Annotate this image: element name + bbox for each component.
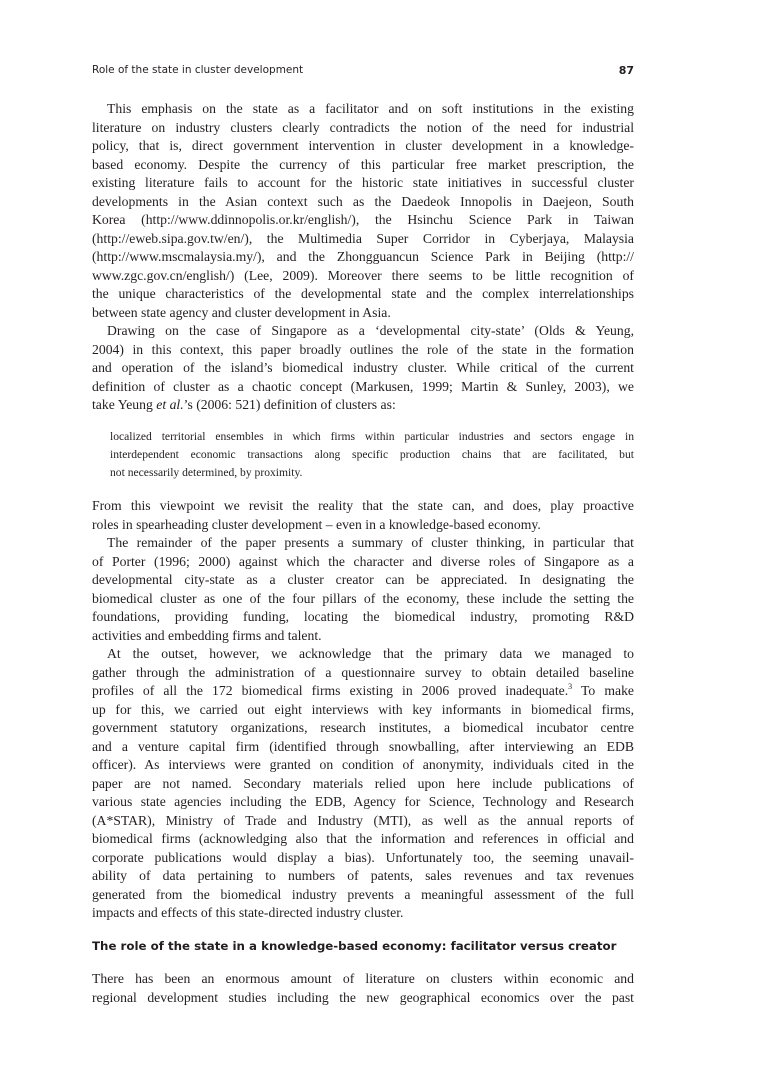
italic-text: et al. [156, 397, 184, 412]
text-line: literature on industry clusters clearly contradicts the notion of the need for industrial [92, 119, 634, 135]
body-text-section-1 [92, 100, 634, 415]
body-text-section-3 [92, 970, 634, 1007]
text-line: up for this, we carried out eight interviews with key informants in biomedical firms, [92, 701, 634, 717]
text-line: interdependent economic transactions along specific production chains that are facilitated, but [110, 448, 634, 461]
text-line: between state agency and cluster development in Asia. [92, 304, 391, 320]
text-line: The remainder of the paper presents a summary of cluster thinking, in particular that [107, 535, 634, 550]
text-line: impacts and effects of this state-directed industry cluster. [92, 905, 404, 920]
text-line: foundations, providing funding, locating the biomedical industry, promoting R&D [92, 609, 634, 624]
text-line: and a venture capital firm (identified through snowballing, after interviewing an EDB [92, 738, 634, 754]
page-number: 87 [618, 64, 634, 77]
text-line: 2004) in this context, this paper broadly outlines the role of the state in the formation [92, 341, 634, 357]
footnote-ref: 3 [568, 682, 573, 691]
text-line: From this viewpoint we revisit the reality that the state can, and does, play proactive [92, 498, 634, 513]
text-line: corporate publications would display a bias). Unfortunately too, the seeming unavail- [92, 849, 634, 865]
text-line: ability of data pertaining to numbers of patents, sales revenues and tax revenues [92, 868, 634, 883]
text-line: not necessarily determined, by proximity. [110, 466, 303, 479]
text-line: officer). As interviews were granted on condition of anonymity, individuals cited in the [92, 757, 634, 772]
text-segment: To make [572, 683, 634, 698]
text-line: localized territorial ensembles in which firms within particular industries and sectors engage in [110, 430, 634, 443]
section-heading: The role of the state in a knowledge-based economy: facilitator versus creator [92, 939, 617, 953]
text-line: (A*STAR), Ministry of Trade and Industry (MTI), as well as the annual reports of [92, 812, 634, 828]
text-line: generated from the biomedical industry prevents a meaningful assessment of the full [92, 886, 634, 902]
text-line: various state agencies including the EDB, Agency for Science, Technology and Research [92, 794, 634, 809]
text-line: government statutory organizations, research institutes, a biomedical incubator centre [92, 720, 634, 735]
text-line: and operation of the island’s biomedical industry cluster. While critical of the current [92, 360, 634, 375]
text-line: policy, that is, direct government intervention in cluster development in a knowledge- [92, 138, 634, 153]
text-line: (http://eweb.sipa.gov.tw/en/), the Multimedia Super Corridor in Cyberjaya, Malaysia [92, 230, 634, 246]
text-line: of Porter (1996; 2000) against which the character and diverse roles of Singapore as a [92, 553, 634, 569]
text-line: Korea (http://www.ddinnopolis.or.kr/english/), the Hsinchu Science Park in Taiwan [92, 212, 634, 227]
text-line: activities and embedding firms and talent. [92, 627, 322, 643]
text-line: This emphasis on the state as a facilitator and on soft institutions in the existing [107, 101, 634, 116]
text-segment: profiles of all the 172 biomedical firms existing in 2006 proved inadequate. [92, 683, 569, 698]
text-line: developmental city-state as a cluster creator can be appreciated. In designating the [92, 572, 634, 587]
text-line: definition of cluster as a chaotic concept (Markusen, 1999; Martin & Sunley, 2003), we [92, 378, 634, 394]
text-line: existing literature fails to account for the historic state initiatives in successful cluster [92, 175, 634, 190]
paragraph [92, 497, 634, 534]
text-line: biomedical firms (acknowledging also that the information and references in official and [92, 831, 634, 846]
text-line: roles in spearheading cluster development – even in a knowledge-based economy. [92, 516, 541, 532]
text-line: based economy. Despite the currency of this particular free market prescription, the [92, 156, 634, 172]
text-line: biomedical cluster as one of the four pillars of the economy, these include the setting the [92, 590, 634, 606]
text-line: Drawing on the case of Singapore as a ‘developmental city-state’ (Olds & Yeung, [107, 323, 634, 338]
paragraph [92, 100, 634, 322]
text-line: At the outset, however, we acknowledge that the primary data we managed to [107, 646, 634, 661]
body-text-section-2 [92, 497, 634, 923]
text-line: developments in the Asian context such as the Daedeok Innopolis in Daejeon, South [92, 193, 634, 209]
text-line [92, 682, 634, 701]
paragraph [92, 645, 634, 923]
text-line: There has been an enormous amount of literature on clusters within economic and [92, 971, 634, 986]
running-head-title: Role of the state in cluster development [92, 64, 304, 76]
text-line: regional development studies including the new geographical economics over the past [92, 989, 634, 1005]
paragraph [92, 322, 634, 415]
text-segment: ’s (2006: 521) definition of clusters as: [183, 397, 396, 412]
paragraph [92, 534, 634, 645]
text-line: (http://www.mscmalaysia.my/), and the Zhongguancun Science Park in Beijing (http:// [92, 249, 634, 264]
running-head [92, 64, 634, 76]
block-quote [110, 428, 634, 482]
text-line: the unique characteristics of the developmental state and the complex interrelationships [92, 286, 634, 301]
text-line: paper are not named. Secondary materials relied upon here include publications of [92, 775, 634, 791]
text-line: www.zgc.gov.cn/english/) (Lee, 2009). Moreover there seems to be little recognition of [92, 267, 634, 283]
paragraph [92, 970, 634, 1007]
text-line [92, 396, 634, 415]
text-segment: take Yeung [92, 397, 157, 412]
text-line: gather through the administration of a questionnaire survey to obtain detailed baseline [92, 664, 634, 680]
